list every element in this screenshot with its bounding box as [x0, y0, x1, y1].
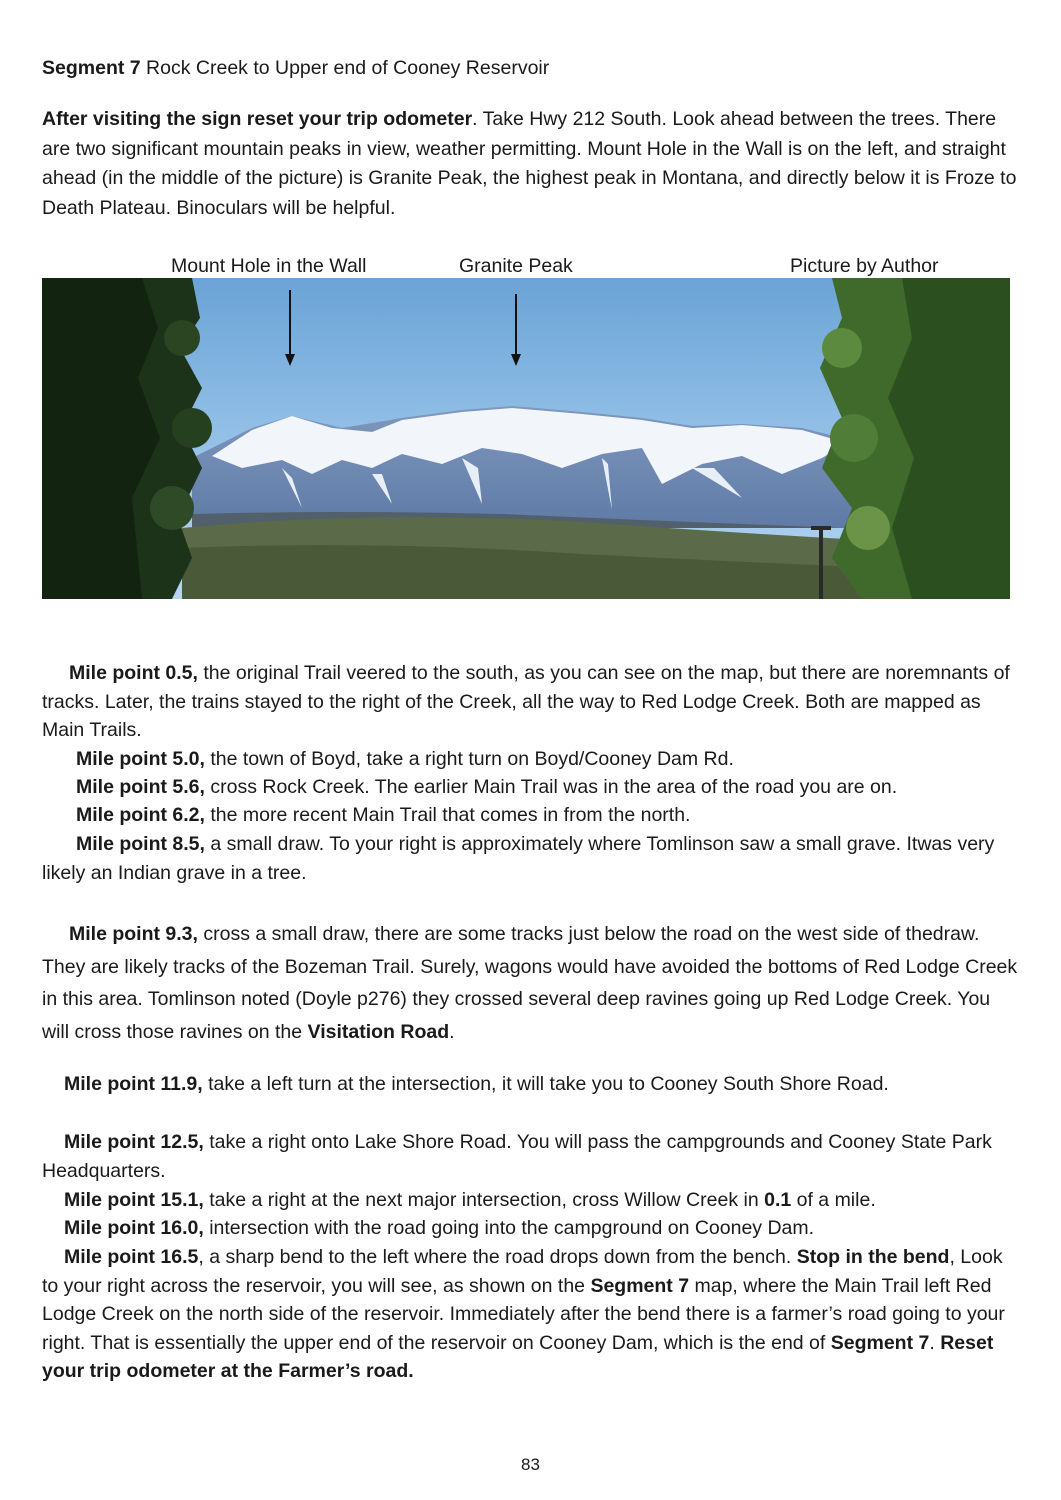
- milepoint-label: Mile point 9.3,: [69, 923, 198, 945]
- milepoint-end: of a mile.: [791, 1189, 876, 1211]
- milepoint-text: intersection with the road going into the campground on Cooney Dam.: [203, 1217, 815, 1239]
- intro-text: . Take Hwy 212 South. Look ahead between the trees. There are two significant mountain peaks in view, weather permitting. Mount Hole in the Wall is on the left, and straight ahead (in the middle of the picture) is Granite Peak, the highest peak in Montana, and directly below it is Froze to Death Plateau. Binoculars will be helpful.: [42, 108, 1017, 219]
- intro-bold: After visiting the sign reset your trip odometer: [42, 108, 473, 130]
- distance-value: 0.1: [764, 1189, 792, 1211]
- page-number: 83: [521, 1455, 540, 1474]
- milepoint-5-6: [76, 773, 897, 801]
- milepoint-0-5: [42, 659, 1022, 745]
- milepoint-text: take a left turn at the intersection, it will take you to Cooney South Shore Road.: [202, 1073, 889, 1095]
- milepoint-text: the more recent Main Trail that comes in from the north.: [204, 804, 691, 826]
- milepoint-text-2: , Look to your right across the reservoir, you will see, as shown on the: [42, 1246, 1003, 1297]
- milepoint-label: Mile point 11.9,: [64, 1073, 203, 1095]
- milepoint-label: Mile point 0.5,: [69, 662, 198, 684]
- caption-mount-hole: Mount Hole in the Wall: [171, 255, 367, 277]
- stop-in-bend: Stop in the bend: [796, 1246, 950, 1268]
- milepoint-text: a small draw. To your right is approximately where Tomlinson saw a small grave. Itwas very likely an Indian grave in a tree.: [42, 833, 995, 884]
- milepoint-text: the original Trail veered to the south, as you can see on the map, but there are noremnants of tracks. Later, the trains stayed to the right of the Creek, all the way to Red Lodge Creek. Both are mapped as Main Trails.: [42, 662, 1010, 741]
- milepoint-label: Mile point 15.1,: [64, 1189, 204, 1211]
- milepoint-label: Mile point 16.0,: [64, 1217, 204, 1239]
- caption-photo-credit: Picture by Author: [790, 255, 939, 277]
- milepoint-15-1: [64, 1186, 876, 1214]
- visitation-road: Visitation Road: [307, 1020, 450, 1043]
- milepoint-6-2: [76, 801, 690, 829]
- caption-granite-peak: Granite Peak: [459, 255, 573, 277]
- segment-heading: [42, 54, 549, 82]
- segment-ref: Segment 7: [590, 1274, 690, 1297]
- segment-ref-end: Segment 7: [830, 1331, 930, 1354]
- milepoint-label: Mile point 12.5,: [64, 1131, 204, 1153]
- milepoint-text: take a right at the next major intersection, cross Willow Creek in: [203, 1189, 765, 1211]
- milepoint-8-5: [42, 830, 1022, 887]
- mountain-photo: [42, 278, 1010, 599]
- milepoint-11-9: [64, 1070, 889, 1098]
- intro-paragraph: [42, 105, 1022, 223]
- milepoint-label: Mile point 5.6,: [76, 776, 205, 798]
- milepoint-12-5: [42, 1128, 1022, 1185]
- milepoint-label: Mile point 8.5,: [76, 833, 205, 855]
- segment-title: Rock Creek to Upper end of Cooney Reservoir: [146, 57, 550, 79]
- milepoint-text: , a sharp bend to the left where the road drops down from the bench.: [198, 1246, 797, 1268]
- milepoint-label: Mile point 6.2,: [76, 804, 205, 826]
- milepoint-text: cross Rock Creek. The earlier Main Trail was in the area of the road you are on.: [204, 776, 898, 798]
- milepoint-16-0: [64, 1214, 814, 1242]
- milepoint-5-0: [76, 745, 734, 773]
- milepoint-9-3: [42, 918, 1022, 1048]
- milepoint-label: Mile point 16.5: [64, 1246, 199, 1268]
- milepoint-text-4: .: [929, 1331, 941, 1354]
- milepoint-text: the town of Boyd, take a right turn on Boyd/Cooney Dam Rd.: [204, 748, 734, 770]
- milepoint-text: take a right onto Lake Shore Road. You will pass the campgrounds and Cooney State Park Headquarters.: [42, 1131, 992, 1182]
- milepoint-text-3: map, where the Main Trail left Red Lodge Creek on the north side of the reservoir. Immediately after the bend there is a farmer’s road going to your right. That is essentially the upper end of the reservoir on Cooney Dam, which is the end of: [42, 1274, 1005, 1354]
- segment-label: Segment 7: [42, 57, 141, 79]
- milepoint-end: .: [449, 1020, 455, 1043]
- milepoint-label: Mile point 5.0,: [76, 748, 205, 770]
- reset-odometer-note: Reset your trip odometer at the Farmer’s road.: [42, 1331, 994, 1382]
- milepoint-text: cross a small draw, there are some tracks just below the road on the west side of thedraw. They are likely tracks of the Bozeman Trail. Surely, wagons would have avoided the bottoms of Red Lodge Creek in this area. Tomlinson noted (Doyle p276) they crossed several deep ravines going up Red Lodge Creek. You will cross those ravines on the: [42, 923, 1018, 1043]
- milepoint-16-5: [42, 1243, 1022, 1386]
